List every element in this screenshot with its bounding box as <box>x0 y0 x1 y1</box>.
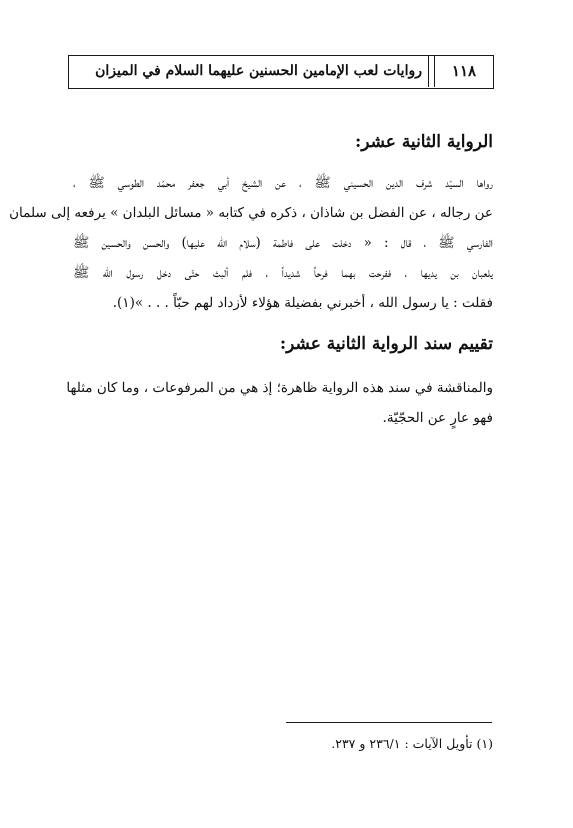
footnote-divider <box>286 722 492 723</box>
page-number: ١١٨ <box>451 62 477 80</box>
section-heading: الرواية الثانية عشر: <box>354 132 493 152</box>
text-line: فهو عارٍ عن الحجّيّة. <box>382 410 493 426</box>
text-line: فقلت : يا رسول الله ، أخبرني بفضيلة هؤلاء لأزداد لهم حبّاً . . . »(١). <box>112 295 493 311</box>
text-line: يلعبان بن يديها ، ففرحت بهما فرحاً شديداً ، فلم ألبث حتّى دخل رسول الله ﷺ <box>73 265 493 281</box>
footnote: (١) تأويل الآيات : ٢٣٦/١ و ٢٣٧. <box>331 736 493 751</box>
text-line: عن رجاله ، عن الفضل بن شاذان ، ذكره في كتابه « مسائل البلدان » يرفعه إلى سلمان <box>9 205 493 221</box>
text-line: والمناقشة في سند هذه الرواية ظاهرة؛ إذ هي من المرفوعات ، وما كان مثلها <box>66 380 493 396</box>
running-header <box>68 55 494 89</box>
paragraph-evaluation <box>66 378 493 438</box>
text-line: الفارسي ﷺ ، قال : « دخلت على فاطمة (سلام الله عليها) والحسن والحسين ﷺ <box>73 235 493 251</box>
text-line: رواها السيّد شرف الدين الحسيني ﷺ ، عن الشيخ أبي جعفر محمّد الطوسي ﷺ ، <box>73 175 493 191</box>
paragraph-narration <box>9 173 493 323</box>
running-title: روايات لعب الإمامين الحسنين عليهما السلام في الميزان <box>95 63 422 79</box>
section-heading: تقييم سند الرواية الثانية عشر: <box>279 334 493 354</box>
